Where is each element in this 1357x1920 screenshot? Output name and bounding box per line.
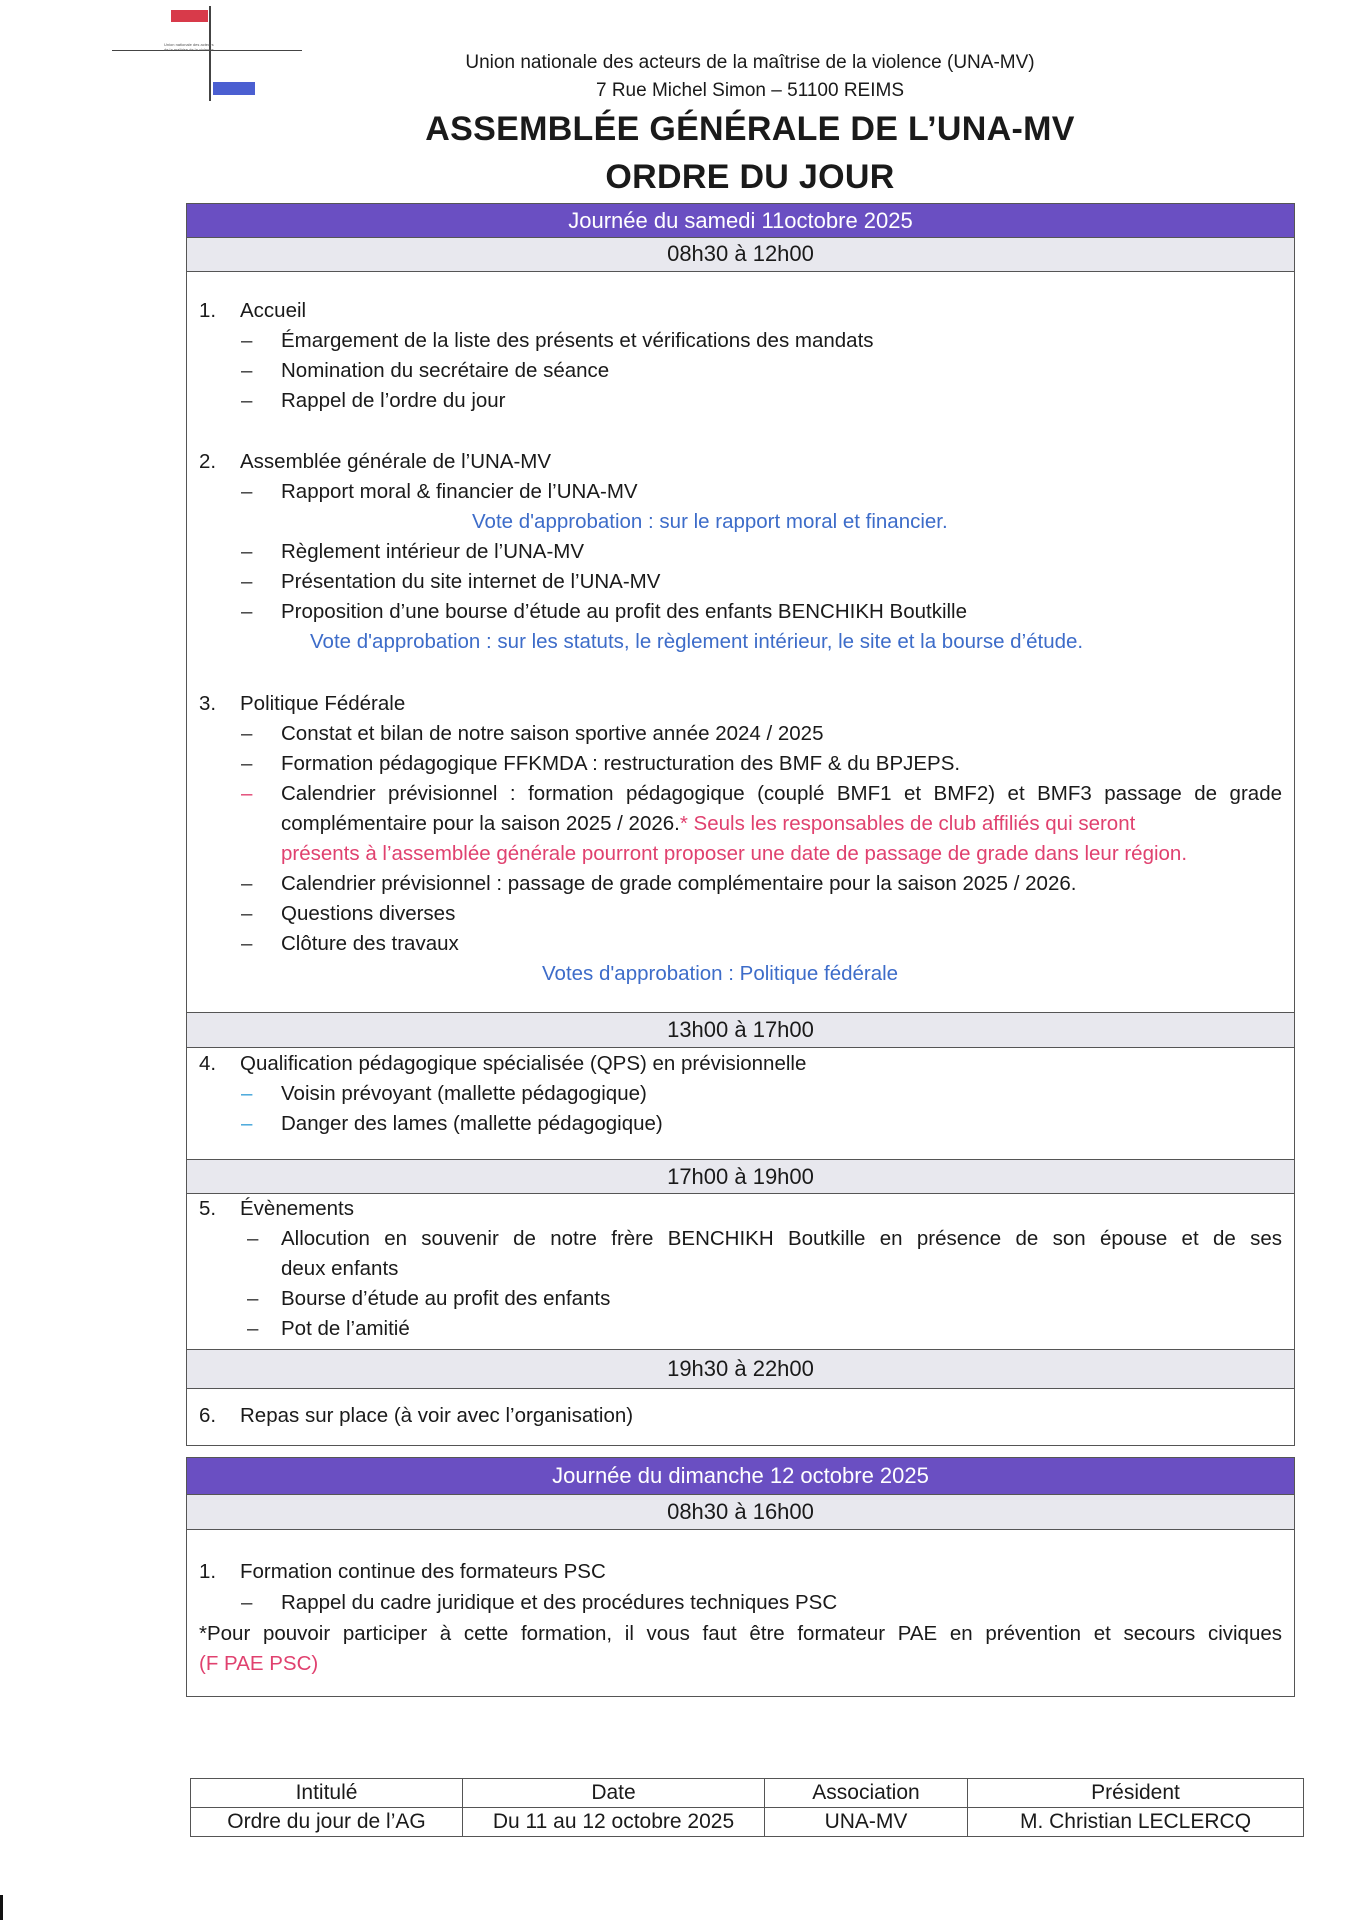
list-item-continued: complémentaire pour la saison 2025 / 2026.* Seuls les responsables de club affiliés qui seront — [281, 812, 1136, 835]
slot-time-3: 17h00 à 19h00 — [187, 1159, 1294, 1194]
item-number: 2. — [199, 450, 217, 473]
list-item: Calendrier prévisionnel : passage de grade complémentaire pour la saison 2025 / 2026. — [281, 872, 1077, 895]
org-address: 7 Rue Michel Simon – 51100 REIMS — [595, 80, 905, 101]
vote-note: Vote d'approbation : sur le rapport moral et financier. — [472, 510, 948, 533]
table-header-cell: Intitulé — [191, 1779, 463, 1808]
table-header-row — [191, 1779, 1304, 1808]
list-item: Proposition d’une bourse d’étude au profit des enfants BENCHIKH Boutkille — [281, 600, 968, 623]
list-item: Rappel du cadre juridique et des procédures techniques PSC — [281, 1591, 838, 1614]
bullet-dash: – — [241, 902, 253, 925]
logo-red-block — [171, 10, 208, 22]
list-item: Danger des lames (mallette pédagogique) — [281, 1112, 663, 1135]
logo-blue-block — [213, 82, 255, 95]
org-name: Union nationale des acteurs de la maîtrise de la violence (UNA-MV) — [465, 52, 1035, 73]
item-title-politique: Politique Fédérale — [240, 692, 406, 715]
document-info-table — [190, 1778, 1304, 1837]
bullet-dash: – — [241, 480, 253, 503]
slot-time-day2: 08h30 à 16h00 — [187, 1494, 1294, 1530]
logo-tiny-text: Union nationale des acteurs de la maîtrise de la violence — [164, 42, 214, 52]
bullet-dash: – — [241, 570, 253, 593]
table-header-cell: Association — [765, 1779, 968, 1808]
item-title-evenements: Évènements — [240, 1197, 354, 1220]
bullet-dash: – — [241, 752, 253, 775]
bullet-dash: – — [241, 1082, 253, 1105]
list-item: Rappel de l’ordre du jour — [281, 389, 506, 412]
note-highlight: * Seuls les responsables de club affiliés qui seront — [679, 812, 1136, 835]
bullet-dash: – — [241, 600, 253, 623]
page-title: ASSEMBLÉE GÉNÉRALE DE L’UNA-MV — [425, 110, 1075, 148]
item-title-formation: Formation continue des formateurs PSC — [240, 1560, 606, 1583]
bullet-dash: – — [241, 1591, 253, 1614]
day2-header: Journée du dimanche 12 octobre 2025 — [187, 1458, 1294, 1494]
bullet-dash: – — [241, 389, 253, 412]
item-number: 3. — [199, 692, 217, 715]
bullet-dash: – — [241, 782, 253, 805]
list-item: Pot de l’amitié — [281, 1317, 410, 1340]
bullet-dash: – — [247, 1227, 259, 1250]
bullet-dash: – — [241, 872, 253, 895]
table-cell: Ordre du jour de l’AG — [191, 1808, 463, 1837]
item-title-qps: Qualification pédagogique spécialisée (QPS) en prévisionnelle — [240, 1052, 807, 1075]
slot-time-4: 19h30 à 22h00 — [187, 1349, 1294, 1389]
list-item-continued: deux enfants — [281, 1257, 399, 1280]
vote-note: Vote d'approbation : sur les statuts, le règlement intérieur, le site et la bourse d’étude. — [310, 630, 1084, 653]
bullet-dash: – — [241, 932, 253, 955]
list-item: Bourse d’étude au profit des enfants — [281, 1287, 611, 1310]
slot-time-1: 08h30 à 12h00 — [187, 237, 1294, 272]
table-cell: M. Christian LECLERCQ — [968, 1808, 1304, 1837]
vote-note: Votes d'approbation : Politique fédérale — [542, 962, 899, 985]
item-number: 5. — [199, 1197, 217, 1220]
list-item: Constat et bilan de notre saison sportive année 2024 / 2025 — [281, 722, 824, 745]
item-number: 4. — [199, 1052, 217, 1075]
bullet-dash: – — [241, 540, 253, 563]
list-item: Règlement intérieur de l’UNA-MV — [281, 540, 585, 563]
org-logo — [112, 6, 312, 106]
note-highlight: *Pour pouvoir participer à cette formation, il vous faut être formateur PAE en prévention et secours civiques — [199, 1622, 1282, 1645]
bullet-dash: – — [241, 359, 253, 382]
slot-time-2: 13h00 à 17h00 — [187, 1012, 1294, 1048]
list-item: Rapport moral & financier de l’UNA-MV — [281, 480, 638, 503]
page-subtitle: ORDRE DU JOUR — [605, 158, 895, 196]
note-highlight: présents à l’assemblée générale pourront proposer une date de passage de grade dans leur région. — [281, 842, 1188, 865]
bullet-dash: – — [247, 1317, 259, 1340]
item-title-repas: Repas sur place (à voir avec l’organisation) — [240, 1404, 634, 1427]
table-header-cell: Date — [463, 1779, 765, 1808]
bullet-dash: – — [241, 329, 253, 352]
list-item: Présentation du site internet de l’UNA-MV — [281, 570, 661, 593]
list-item: Formation pédagogique FFKMDA : restructuration des BMF & du BPJEPS. — [281, 752, 961, 775]
bullet-dash: – — [247, 1287, 259, 1310]
list-item: Voisin prévoyant (mallette pédagogique) — [281, 1082, 647, 1105]
list-item: Allocution en souvenir de notre frère BENCHIKH Boutkille en présence de son épouse et de ses — [281, 1227, 1282, 1250]
item-number: 6. — [199, 1404, 217, 1427]
list-item: Questions diverses — [281, 902, 456, 925]
table-row — [191, 1808, 1304, 1837]
day1-header: Journée du samedi 11octobre 2025 — [187, 204, 1294, 237]
item-number: 1. — [199, 299, 217, 322]
item-title-accueil: Accueil — [240, 299, 307, 322]
logo-vertical-line — [209, 6, 211, 101]
item-title-ag: Assemblée générale de l’UNA-MV — [240, 450, 552, 473]
list-item: Émargement de la liste des présents et vérifications des mandats — [281, 329, 874, 352]
bullet-dash: – — [241, 722, 253, 745]
day2-section — [186, 1457, 1295, 1697]
list-item: Nomination du secrétaire de séance — [281, 359, 610, 382]
list-item: Calendrier prévisionnel : formation pédagogique (couplé BMF1 et BMF2) et BMF3 passage de grade — [281, 782, 1282, 805]
scan-edge-mark — [0, 1895, 3, 1920]
bullet-dash: – — [241, 1112, 253, 1135]
note-highlight: (F PAE PSC) — [199, 1652, 319, 1675]
day1-section — [186, 203, 1295, 1446]
table-cell: UNA-MV — [765, 1808, 968, 1837]
item-number: 1. — [199, 1560, 217, 1583]
table-cell: Du 11 au 12 octobre 2025 — [463, 1808, 765, 1837]
list-item: Clôture des travaux — [281, 932, 459, 955]
table-header-cell: Président — [968, 1779, 1304, 1808]
